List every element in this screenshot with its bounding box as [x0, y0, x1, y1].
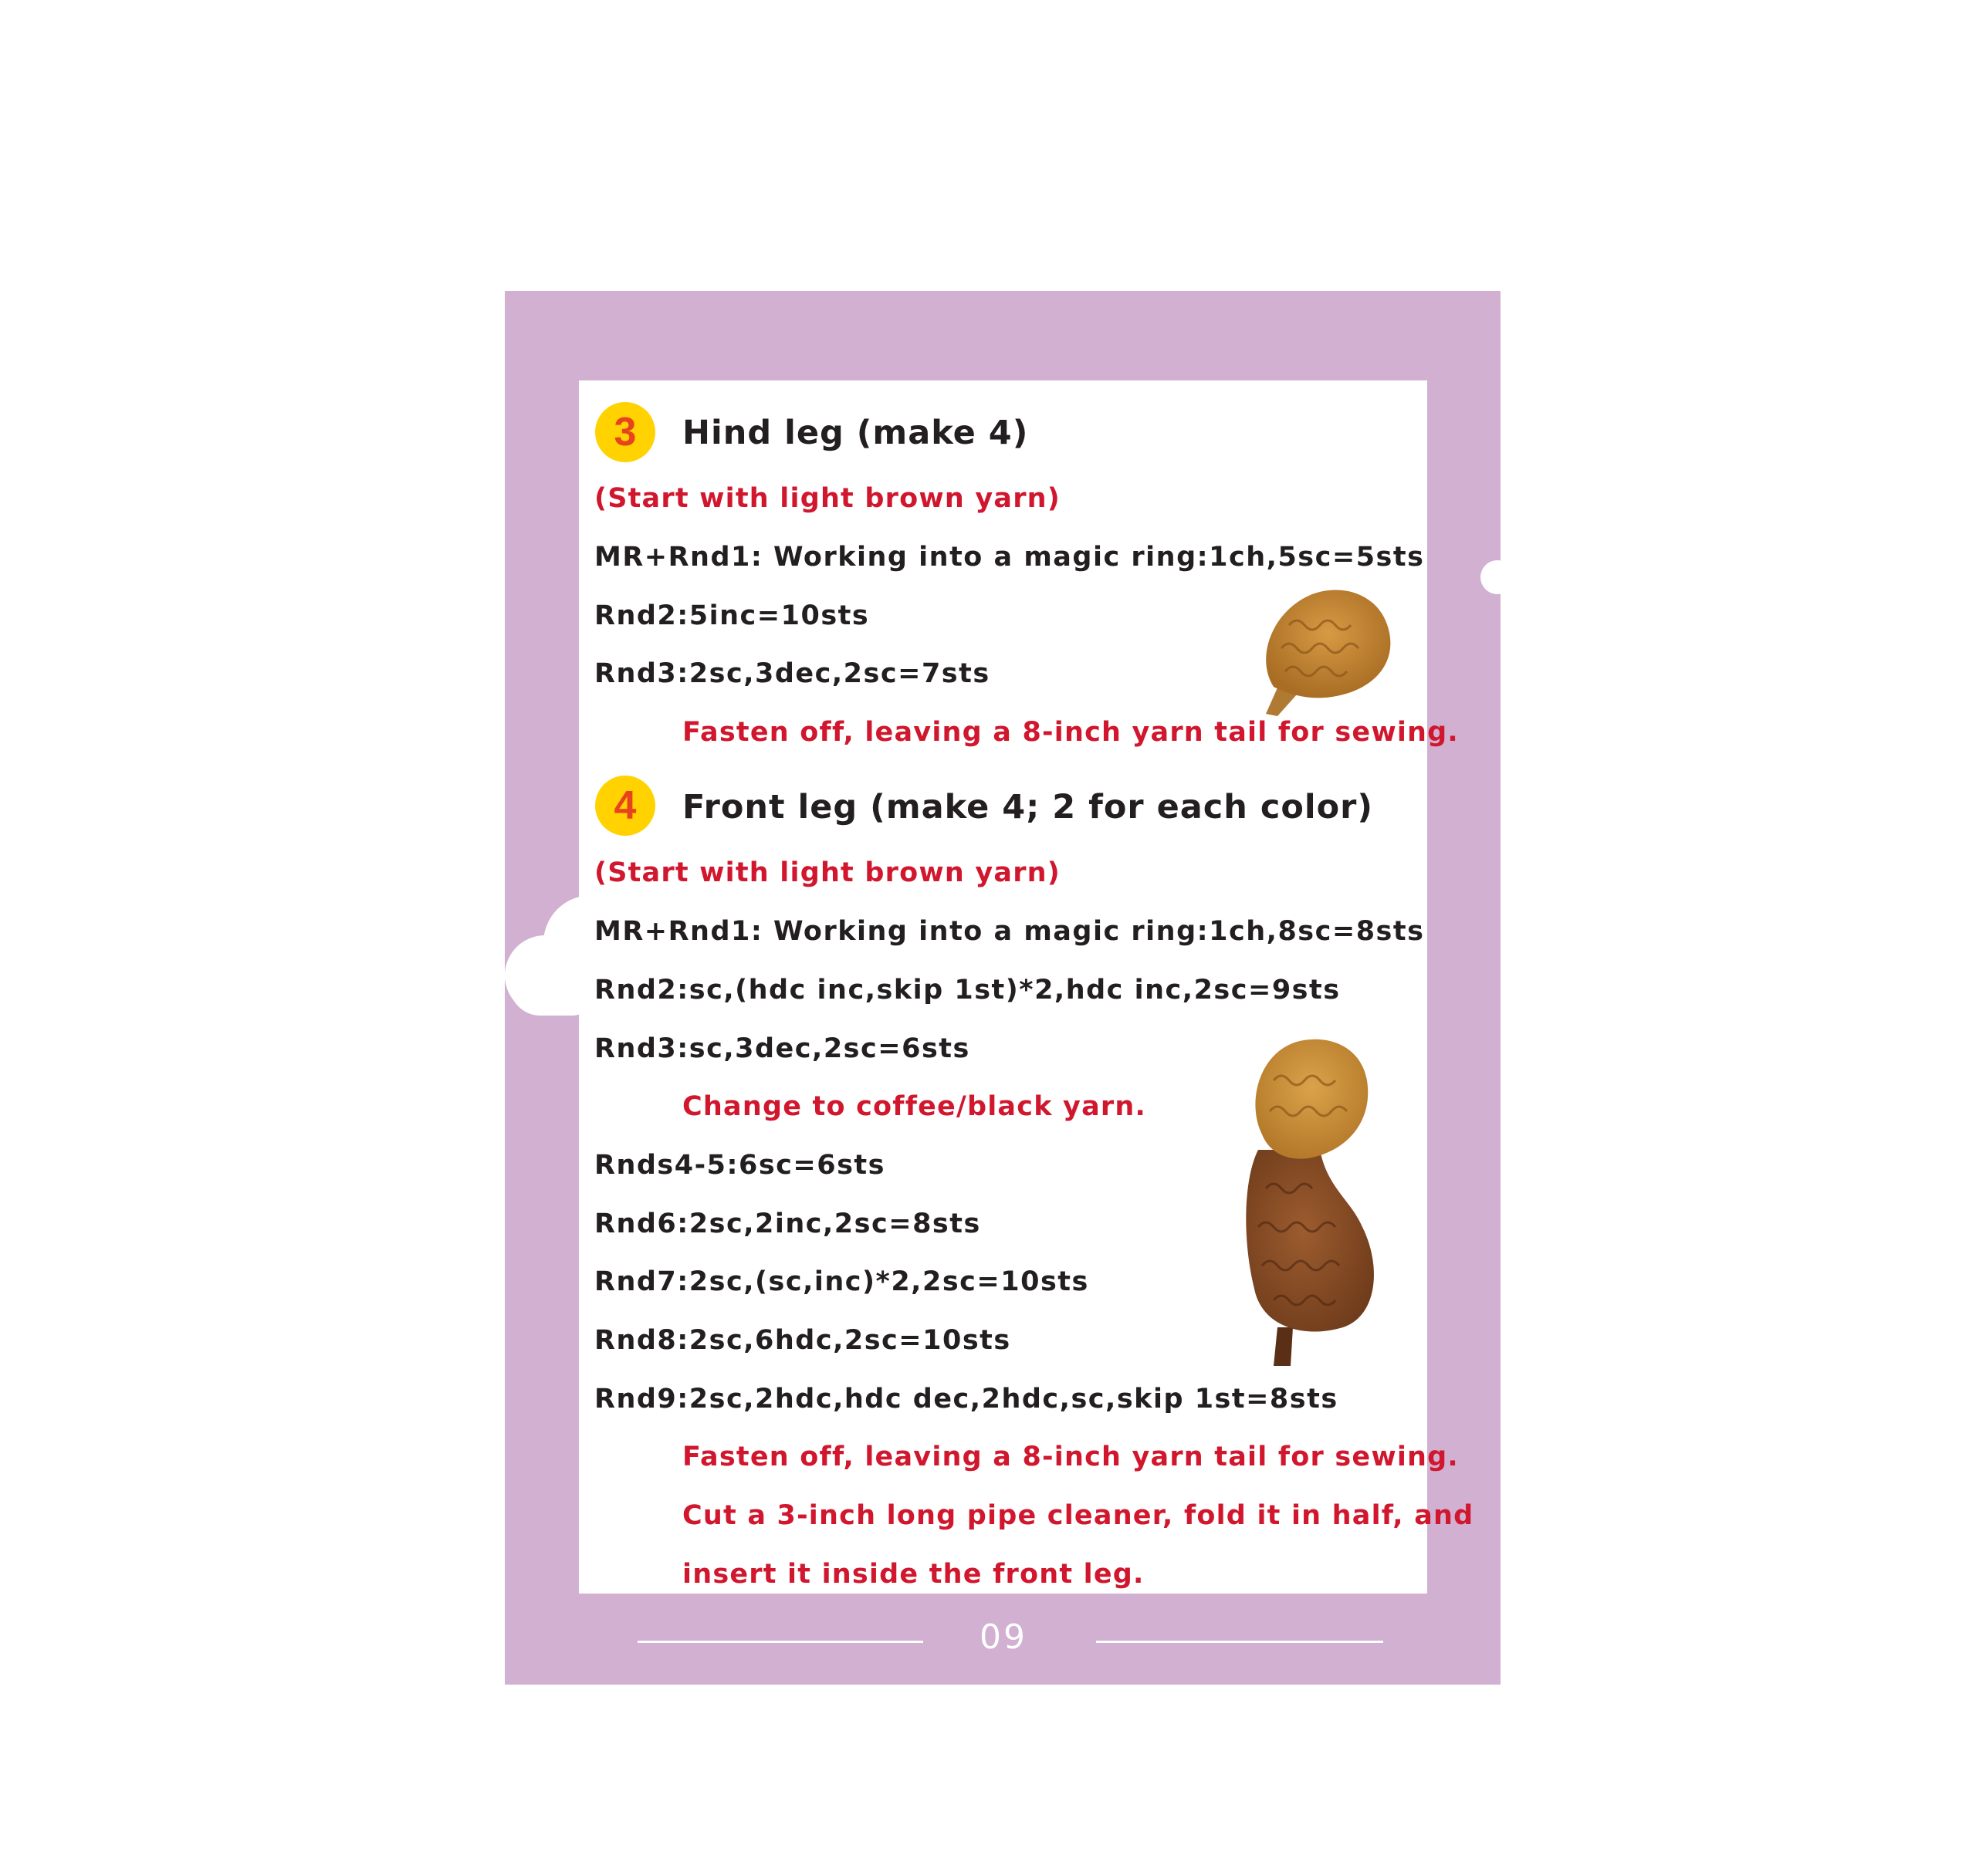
- instruction-row: Rnd8:2sc,6hdc,2sc=10sts: [594, 1325, 1011, 1356]
- section-title-front-leg: Front leg (make 4; 2 for each color): [682, 788, 1374, 826]
- instruction-row: Rnd2:5inc=10sts: [594, 600, 870, 631]
- instruction-row: Rnds4-5:6sc=6sts: [594, 1150, 885, 1181]
- instruction-row: Rnd2:sc,(hdc inc,skip 1st)*2,hdc inc,2sc=9sts: [594, 975, 1341, 1006]
- page-number: 09: [980, 1617, 1027, 1657]
- section-title-hind-leg: Hind leg (make 4): [682, 414, 1029, 452]
- instruction-row: MR+Rnd1: Working into a magic ring:1ch,5sc=5sts: [594, 542, 1425, 573]
- hind-leg-photo: [1250, 579, 1397, 718]
- instruction-row: Rnd6:2sc,2inc,2sc=8sts: [594, 1208, 981, 1239]
- pipe-cleaner-note: Cut a 3-inch long pipe cleaner, fold it in half, and: [682, 1500, 1474, 1531]
- footer-divider-left: [638, 1641, 923, 1643]
- step-badge-4: 4: [595, 776, 655, 836]
- instruction-row: Rnd3:2sc,3dec,2sc=7sts: [594, 658, 990, 689]
- instruction-row: Rnd9:2sc,2hdc,hdc dec,2hdc,sc,skip 1st=8sts: [594, 1384, 1338, 1415]
- instruction-row: MR+Rnd1: Working into a magic ring:1ch,8sc=8sts: [594, 916, 1425, 947]
- frame-notch: [1480, 560, 1514, 594]
- fasten-note: Fasten off, leaving a 8-inch yarn tail for sewing.: [682, 1442, 1459, 1472]
- start-note: (Start with light brown yarn): [594, 483, 1061, 514]
- front-leg-photo: [1235, 1034, 1389, 1366]
- step-badge-3: 3: [595, 402, 655, 462]
- footer-divider-right: [1096, 1641, 1383, 1643]
- start-note: (Start with light brown yarn): [594, 857, 1061, 888]
- instruction-row: Rnd7:2sc,(sc,inc)*2,2sc=10sts: [594, 1266, 1089, 1297]
- fasten-note: Fasten off, leaving a 8-inch yarn tail for sewing.: [682, 717, 1459, 748]
- color-change-note: Change to coffee/black yarn.: [682, 1091, 1146, 1122]
- pipe-cleaner-note: insert it inside the front leg.: [682, 1559, 1145, 1590]
- instruction-row: Rnd3:sc,3dec,2sc=6sts: [594, 1033, 970, 1064]
